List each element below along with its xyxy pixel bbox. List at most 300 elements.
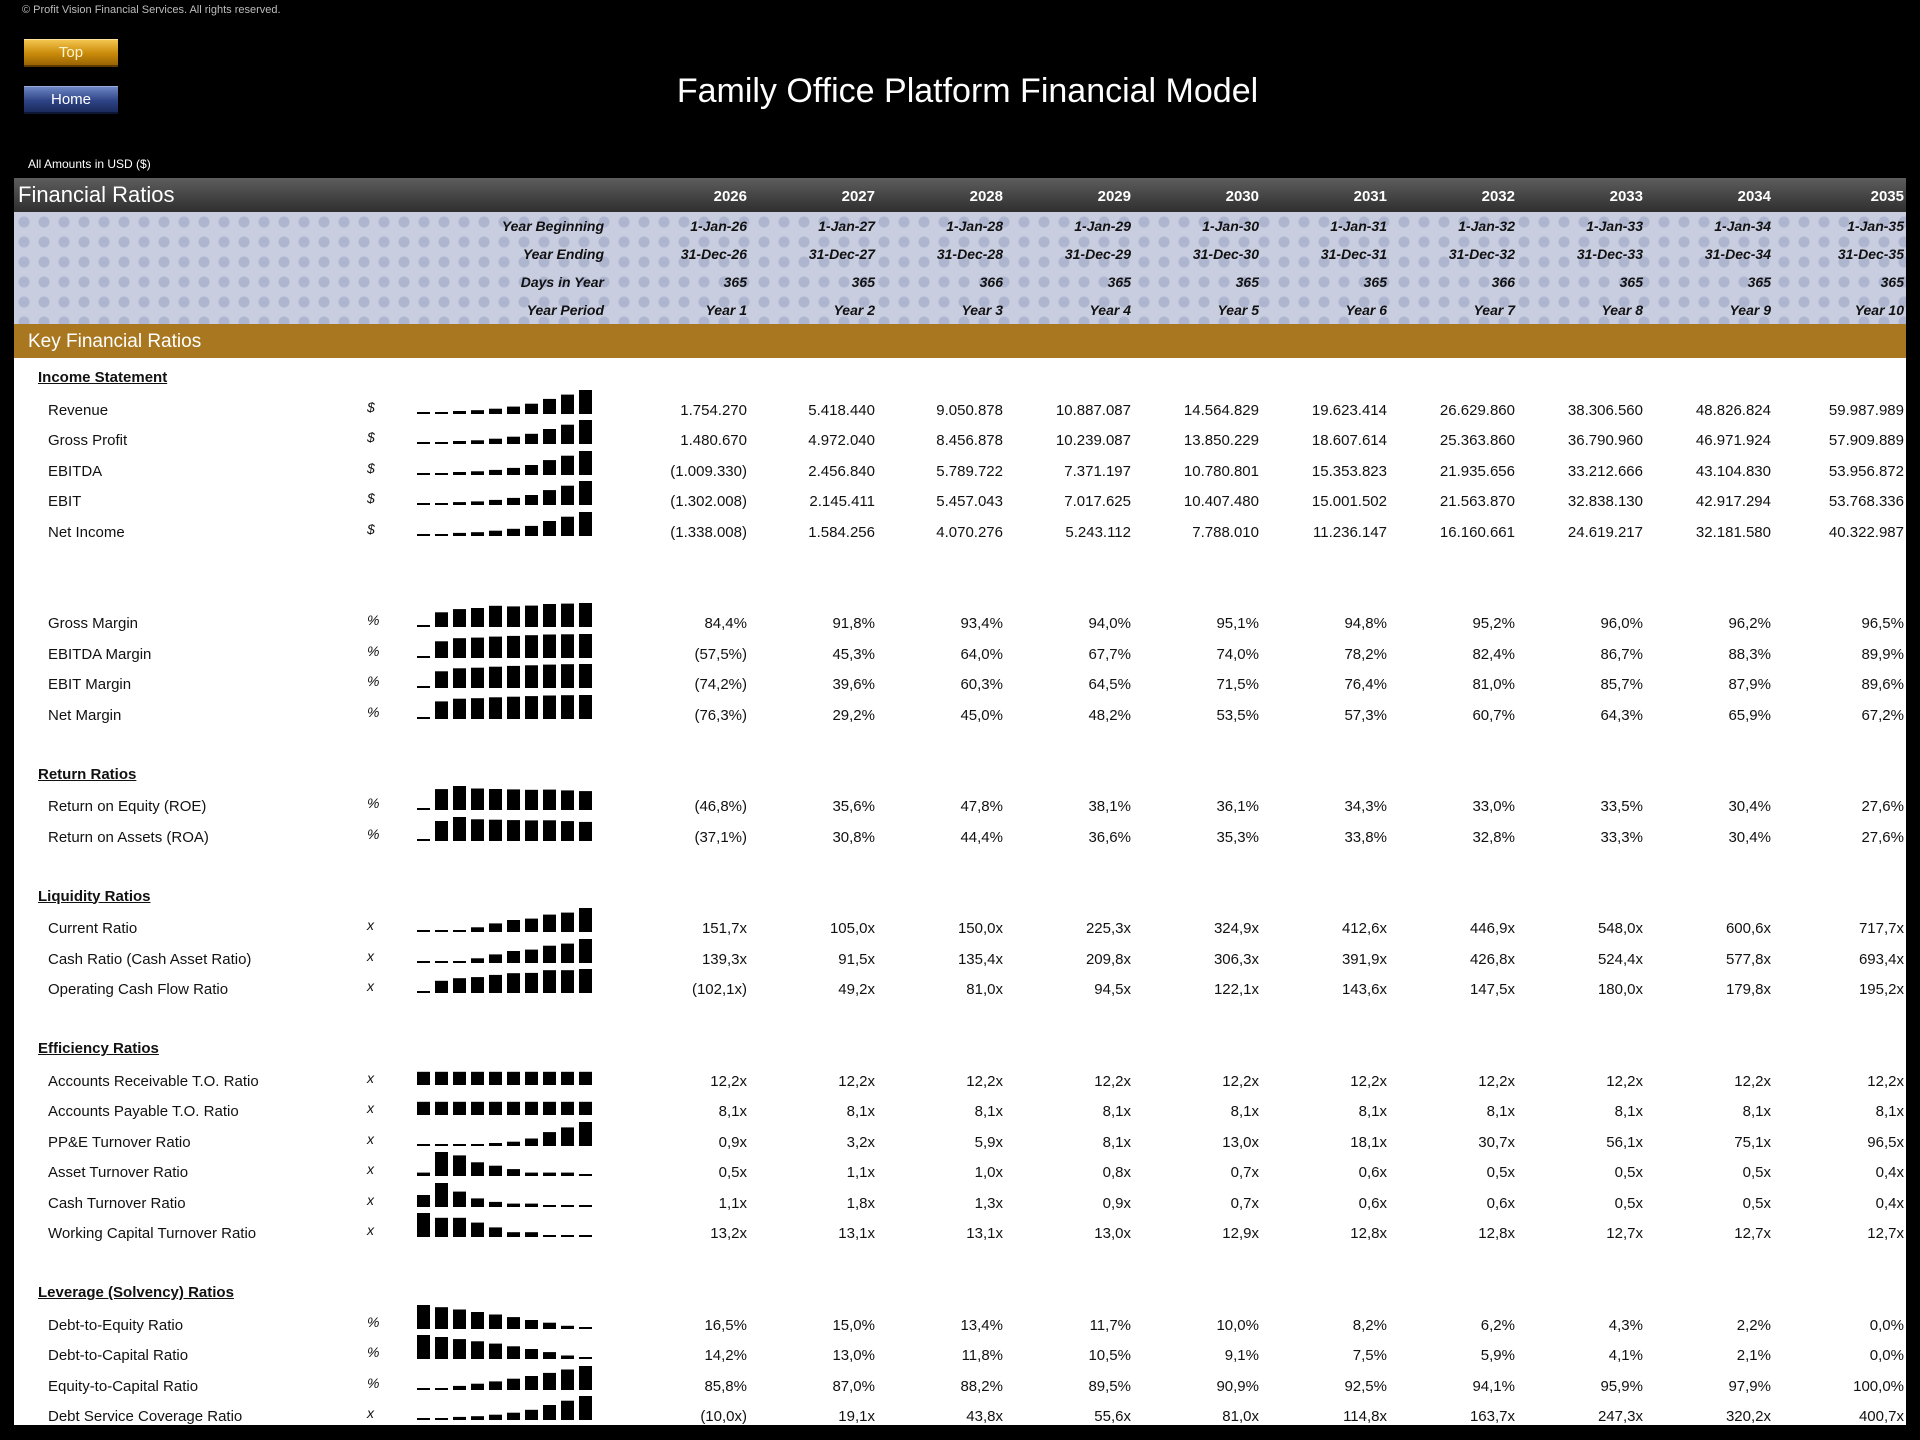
period-value: 1-Jan-32 (1458, 218, 1515, 234)
sparkline-bar (525, 1173, 538, 1176)
period-value: Year 7 (1473, 302, 1515, 318)
sparkline-bar (579, 1174, 592, 1176)
ratios-header-bar (14, 178, 1906, 212)
value-cell: 24.619.217 (1567, 523, 1643, 541)
value-cell: 717,7x (1858, 920, 1904, 937)
value-cell: 446,9x (1469, 920, 1515, 937)
sparkline-bar (543, 460, 556, 475)
value-cell: 1,1x (846, 1164, 875, 1181)
sparkline-bar (579, 512, 592, 536)
value-cell: 5.789.722 (936, 462, 1003, 480)
sparkline-bar (417, 1305, 430, 1329)
value-cell: 0,5x (718, 1164, 747, 1181)
sparkline-bar (579, 1205, 592, 1207)
sparkline-bar (525, 973, 538, 993)
sparkline-bar (435, 1152, 448, 1176)
section-title: Liquidity Ratios (38, 887, 151, 905)
unit-indicator: % (367, 825, 380, 842)
value-cell: 12,7x (1606, 1225, 1643, 1242)
sparkline-bar (507, 789, 520, 810)
sparkline-chart (417, 1366, 597, 1390)
sparkline-bar (525, 665, 538, 688)
value-cell: 65,9% (1728, 706, 1771, 724)
ratio-label: EBITDA (48, 462, 103, 480)
period-value: 365 (851, 274, 875, 290)
value-cell: 33,0% (1472, 798, 1515, 815)
value-cell: 0,5x (1614, 1164, 1643, 1181)
value-cell: 8,1x (1102, 1103, 1131, 1120)
value-cell: 1,1x (718, 1194, 747, 1212)
value-cell: 13,0% (832, 1347, 875, 1364)
period-value: 31-Dec-31 (1320, 246, 1387, 262)
value-cell: 71,5% (1216, 676, 1259, 693)
value-cell: 0,4x (1875, 1164, 1904, 1181)
value-cell: 4,3% (1608, 1316, 1643, 1334)
value-cell: 76,4% (1344, 676, 1387, 693)
sparkline-bar (453, 411, 466, 414)
value-cell: 14.564.829 (1183, 401, 1259, 419)
period-value: 365 (1619, 274, 1643, 290)
value-cell: 45,3% (832, 645, 875, 663)
sparkline-bar (507, 635, 520, 657)
sparkline-bar (471, 698, 484, 719)
sparkline-bar (579, 1102, 592, 1115)
sparkline-chart (417, 786, 597, 810)
sparkline-bar (471, 1223, 484, 1237)
value-cell: 5,9% (1480, 1347, 1515, 1364)
sparkline-bar (525, 606, 538, 627)
sparkline-bar (471, 440, 484, 444)
value-cell: 60,7% (1472, 706, 1515, 724)
sparkline-bar (417, 473, 430, 475)
value-cell: 0,5x (1614, 1194, 1643, 1212)
page-title: Family Office Platform Financial Model (676, 72, 1259, 110)
sparkline-bar (471, 1341, 484, 1359)
copyright-text: © Profit Vision Financial Services. All rights reserved. (22, 4, 281, 16)
sparkline-bar (417, 1388, 430, 1390)
value-cell: 139,3x (701, 950, 747, 968)
value-cell: 53,5% (1216, 706, 1259, 724)
year-header-2034: 2034 (1737, 188, 1771, 205)
value-cell: 13,1x (966, 1225, 1003, 1242)
unit-indicator: % (367, 1313, 380, 1330)
value-cell: 49,2x (838, 981, 875, 998)
value-cell: 10,0% (1216, 1316, 1259, 1334)
sparkline-bar (471, 1416, 484, 1420)
sparkline-chart (417, 390, 597, 414)
sparkline-bar (561, 1401, 574, 1420)
period-value: Year 8 (1601, 302, 1643, 318)
sparkline-bar (417, 1144, 430, 1146)
period-value: 365 (1880, 274, 1904, 290)
period-value: 365 (1747, 274, 1771, 290)
value-cell: 82,4% (1472, 645, 1515, 663)
sparkline-bar (453, 1102, 466, 1115)
sparkline-bar (507, 1232, 520, 1237)
sparkline-bar (489, 1344, 502, 1359)
value-cell: 15.001.502 (1311, 493, 1387, 510)
sparkline-bar (579, 1071, 592, 1084)
sparkline-bar (489, 1227, 502, 1237)
value-cell: 12,2x (1734, 1072, 1771, 1090)
unit-indicator: % (367, 642, 380, 659)
sparkline-bar (525, 1203, 538, 1206)
sparkline-bar (453, 961, 466, 963)
sparkline-bar (579, 1122, 592, 1146)
sparkline-bar (453, 1309, 466, 1329)
value-cell: 12,8x (1350, 1225, 1387, 1242)
period-value: 1-Jan-27 (818, 218, 875, 234)
sparkline-bar (471, 819, 484, 841)
sparkline-bar (489, 636, 502, 657)
sparkline-bar (489, 606, 502, 627)
value-cell: 7.371.197 (1064, 462, 1131, 480)
sparkline-bar (543, 1102, 556, 1115)
unit-indicator: % (367, 795, 380, 811)
sparkline-bar (507, 1413, 520, 1420)
sparkline-bar (507, 437, 520, 444)
value-cell: 12,2x (1222, 1072, 1259, 1090)
value-cell: 38,1% (1088, 798, 1131, 815)
value-cell: (46,8%) (694, 798, 747, 815)
sparkline-chart (417, 1091, 597, 1115)
value-cell: 48,2% (1088, 706, 1131, 724)
value-cell: 16.160.661 (1439, 523, 1515, 541)
sparkline-bar (543, 790, 556, 810)
sparkline-bar (435, 701, 448, 719)
value-cell: 67,2% (1861, 706, 1904, 724)
sparkline-bar (453, 609, 466, 627)
sparkline-bar (471, 927, 484, 932)
value-cell: 12,2x (710, 1072, 747, 1090)
sparkline-bar (435, 930, 448, 932)
value-cell: (1.009.330) (670, 462, 747, 480)
value-cell: 8,1x (1230, 1103, 1259, 1120)
sparkline-bar (525, 1410, 538, 1420)
value-cell: 2.456.840 (808, 462, 875, 480)
value-cell: 9.050.878 (936, 401, 1003, 419)
sparkline-bar (453, 1191, 466, 1206)
sparkline-bar (417, 991, 430, 993)
sparkline-bar (579, 634, 592, 658)
key-ratios-title: Key Financial Ratios (28, 331, 202, 352)
value-cell: 47,8% (960, 798, 1003, 815)
sparkline-bar (489, 1201, 502, 1206)
value-cell: 48.826.824 (1695, 401, 1771, 419)
sparkline-chart (417, 1396, 597, 1420)
sparkline-bar (489, 530, 502, 535)
sparkline-bar (525, 919, 538, 932)
sparkline-bar (489, 408, 502, 413)
sparkline-bar (543, 1405, 556, 1420)
value-cell: 5.418.440 (808, 401, 875, 419)
ratio-label: Asset Turnover Ratio (48, 1164, 189, 1181)
period-value: 31-Dec-29 (1064, 246, 1131, 262)
sparkline-bar (507, 666, 520, 688)
value-cell: 42.917.294 (1695, 493, 1771, 510)
unit-indicator: x (367, 978, 374, 994)
sparkline-bar (561, 394, 574, 413)
sparkline-bar (525, 696, 538, 719)
value-cell: 8.456.878 (936, 432, 1003, 449)
value-cell: 147,5x (1469, 981, 1515, 998)
ratio-label: Return on Equity (ROE) (48, 798, 207, 815)
value-cell: 89,9% (1861, 645, 1904, 663)
period-label: Days in Year (520, 274, 604, 290)
sparkline-bar (417, 930, 430, 932)
value-cell: 13.850.229 (1183, 432, 1259, 449)
sparkline-bar (525, 434, 538, 444)
value-cell: 90,9% (1216, 1377, 1259, 1395)
value-cell: 9,1% (1224, 1347, 1259, 1364)
value-cell: 91,5x (838, 950, 875, 968)
sparkline-bar (489, 1314, 502, 1329)
sparkline-bar (471, 1071, 484, 1084)
sparkline-bar (417, 808, 430, 810)
period-value: Year 1 (705, 302, 747, 318)
value-cell: (37,1%) (694, 828, 747, 846)
sparkline-bar (507, 1346, 520, 1359)
sparkline-bar (453, 1071, 466, 1084)
value-cell: 13,0x (1094, 1225, 1131, 1242)
unit-indicator: x (367, 1100, 374, 1116)
value-cell: 10.887.087 (1055, 401, 1131, 419)
value-cell: 143,6x (1341, 981, 1387, 998)
period-value: 31-Dec-28 (936, 246, 1003, 262)
value-cell: 86,7% (1600, 645, 1643, 663)
sparkline-bar (471, 637, 484, 657)
top-button[interactable]: Top (24, 39, 118, 67)
sparkline-bar (471, 1102, 484, 1115)
value-cell: 0,5x (1486, 1164, 1515, 1181)
value-cell: 12,9x (1222, 1225, 1259, 1242)
sparkline-bar (489, 954, 502, 963)
value-cell: 36,6% (1088, 828, 1131, 846)
value-cell: 10.780.801 (1183, 462, 1259, 480)
value-cell: 225,3x (1085, 920, 1131, 937)
value-cell: 67,7% (1088, 645, 1131, 663)
value-cell: 12,8x (1478, 1225, 1515, 1242)
value-cell: 412,6x (1341, 920, 1387, 937)
sparkline-bar (453, 1155, 466, 1176)
sparkline-bar (525, 820, 538, 841)
sparkline-bar (417, 1335, 430, 1359)
sparkline-bar (471, 532, 484, 536)
value-cell: 600,6x (1725, 920, 1771, 937)
value-cell: 151,7x (701, 920, 747, 937)
sparkline-bar (543, 604, 556, 627)
period-value: 1-Jan-33 (1586, 218, 1643, 234)
year-header-2029: 2029 (1097, 188, 1131, 205)
value-cell: 8,1x (974, 1103, 1003, 1120)
value-cell: 40.322.987 (1828, 523, 1904, 541)
value-cell: (10,0x) (700, 1408, 747, 1425)
sparkline-bar (417, 1173, 430, 1176)
value-cell: 21.563.870 (1439, 493, 1515, 510)
value-cell: 5.243.112 (1065, 523, 1131, 541)
sparkline-bar (561, 913, 574, 932)
year-header-2032: 2032 (1481, 188, 1515, 205)
unit-indicator: x (367, 947, 374, 964)
sparkline-bar (417, 1071, 430, 1084)
value-cell: 88,3% (1728, 645, 1771, 663)
period-value: 1-Jan-31 (1330, 218, 1387, 234)
value-cell: 32.181.580 (1695, 523, 1771, 541)
sparkline-chart (417, 634, 597, 658)
sparkline-bar (579, 1396, 592, 1420)
sparkline-chart (417, 664, 597, 688)
value-cell: 81,0% (1472, 676, 1515, 693)
unit-indicator: x (367, 1222, 374, 1238)
value-cell: 12,2x (1094, 1072, 1131, 1090)
sparkline-bar (435, 671, 448, 688)
sparkline-bar (525, 949, 538, 962)
value-cell: (74,2%) (694, 676, 747, 693)
value-cell: 0,0% (1869, 1347, 1904, 1364)
sparkline-bar (507, 1102, 520, 1115)
sparkline-bar (543, 1173, 556, 1176)
sparkline-bar (525, 525, 538, 535)
value-cell: 19.623.414 (1311, 401, 1387, 419)
sparkline-bar (525, 465, 538, 475)
value-cell: 29,2% (832, 706, 875, 724)
sparkline-bar (453, 502, 466, 505)
sparkline-bar (453, 1339, 466, 1359)
section-title: Return Ratios (38, 765, 137, 783)
value-cell: 12,2x (966, 1072, 1003, 1090)
period-value: 31-Dec-32 (1448, 246, 1515, 262)
value-cell: 6,2% (1480, 1316, 1515, 1334)
sparkline-chart (417, 1213, 597, 1237)
sparkline-chart (417, 939, 597, 963)
sparkline-bar (435, 1337, 448, 1359)
sparkline-bar (525, 1138, 538, 1146)
ratio-label: Accounts Receivable T.O. Ratio (48, 1072, 259, 1090)
sparkline-bar (507, 406, 520, 413)
value-cell: 15,0% (832, 1316, 875, 1334)
value-cell: 33,5% (1600, 798, 1643, 815)
value-cell: 163,7x (1469, 1408, 1515, 1425)
ratio-label: Revenue (48, 401, 109, 419)
sparkline-bar (417, 442, 430, 444)
sparkline-bar (471, 471, 484, 475)
sparkline-bar (543, 429, 556, 444)
period-value: 365 (1107, 274, 1131, 290)
sparkline-bar (417, 686, 430, 688)
sparkline-bar (489, 1071, 502, 1084)
sparkline-bar (561, 1356, 574, 1360)
value-cell: 92,5% (1344, 1377, 1387, 1395)
value-cell: 135,4x (957, 950, 1003, 968)
value-cell: 8,1x (1742, 1103, 1771, 1120)
sparkline-bar (525, 1102, 538, 1115)
value-cell: 94,5x (1094, 981, 1131, 998)
value-cell: 30,4% (1728, 798, 1771, 815)
value-cell: 0,9x (1102, 1194, 1131, 1212)
sparkline-bar (471, 977, 484, 993)
sparkline-chart (417, 451, 597, 475)
period-label: Year Beginning (501, 218, 604, 234)
sparkline-bar (543, 1132, 556, 1146)
ratios-sheet (14, 178, 1906, 1425)
sparkline-chart (417, 1152, 597, 1176)
sparkline-bar (579, 939, 592, 963)
sparkline-bar (579, 451, 592, 475)
sparkline-chart (417, 481, 597, 505)
sparkline-bar (561, 1235, 574, 1237)
value-cell: 57,3% (1344, 706, 1387, 724)
sparkline-bar (453, 786, 466, 810)
value-cell: 96,2% (1728, 615, 1771, 632)
value-cell: 45,0% (960, 706, 1003, 724)
sparkline-bar (507, 1141, 520, 1145)
year-header-2035: 2035 (1870, 188, 1904, 205)
value-cell: 5.457.043 (936, 493, 1003, 510)
value-cell: 33.212.666 (1567, 462, 1643, 480)
value-cell: 43,8x (966, 1408, 1003, 1425)
sparkline-bar (579, 664, 592, 688)
value-cell: 53.768.336 (1828, 493, 1904, 510)
value-cell: 75,1x (1734, 1133, 1771, 1151)
sparkline-bar (543, 695, 556, 719)
sparkline-bar (453, 1417, 466, 1420)
sparkline-bar (543, 1071, 556, 1084)
value-cell: 7.788.010 (1192, 523, 1259, 541)
value-cell: 10.407.480 (1183, 493, 1259, 510)
value-cell: 548,0x (1597, 920, 1643, 937)
value-cell: 0,9x (718, 1133, 747, 1151)
ratio-label: Operating Cash Flow Ratio (48, 981, 229, 998)
home-button[interactable]: Home (24, 86, 118, 114)
value-cell: 7,5% (1352, 1347, 1387, 1364)
section-title: Efficiency Ratios (38, 1040, 159, 1057)
value-cell: 12,7x (1734, 1225, 1771, 1242)
period-value: 365 (1235, 274, 1259, 290)
sparkline-bar (507, 528, 520, 535)
sparkline-bar (561, 970, 574, 993)
period-value: 1-Jan-34 (1714, 218, 1771, 234)
value-cell: 36,1% (1216, 798, 1259, 815)
value-cell: 0,8x (1102, 1164, 1131, 1181)
sparkline-bar (507, 498, 520, 505)
value-cell: 179,8x (1725, 981, 1771, 998)
sparkline-bar (507, 1317, 520, 1329)
value-cell: 1.584.256 (808, 523, 875, 541)
value-cell: 13,0x (1222, 1133, 1259, 1151)
value-cell: 8,2% (1352, 1316, 1387, 1334)
value-cell: 81,0x (1222, 1408, 1259, 1425)
sparkline-bar (435, 1183, 448, 1207)
value-cell: 46.971.924 (1695, 432, 1771, 449)
value-cell: 426,8x (1469, 950, 1515, 968)
sparkline-bar (543, 1372, 556, 1389)
sparkline-bar (453, 441, 466, 444)
ratio-label: Accounts Payable T.O. Ratio (48, 1103, 239, 1120)
unit-indicator: % (367, 1374, 380, 1391)
sparkline-bar (543, 945, 556, 962)
value-cell: 85,8% (704, 1377, 747, 1395)
unit-indicator: x (367, 1161, 374, 1177)
sparkline-bar (435, 473, 448, 475)
ratio-label: Current Ratio (48, 920, 138, 937)
value-cell: 56,1x (1606, 1133, 1643, 1151)
value-cell: 2,1% (1736, 1347, 1771, 1364)
unit-indicator: $ (367, 490, 375, 506)
sparkline-bar (453, 817, 466, 841)
value-cell: 30,7x (1478, 1133, 1515, 1151)
value-cell: 12,2x (1867, 1072, 1904, 1090)
sparkline-bar (525, 1349, 538, 1359)
